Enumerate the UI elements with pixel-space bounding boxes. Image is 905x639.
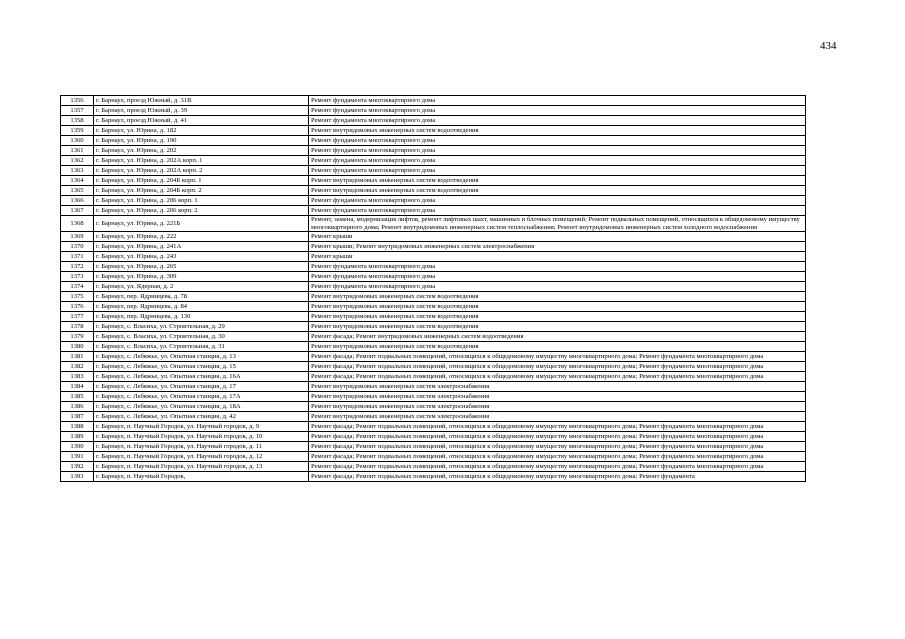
row-number: 1366 xyxy=(61,196,94,206)
table-row xyxy=(61,166,806,176)
row-address: г. Барнаул, ул. Юрина, д. 222 xyxy=(94,232,309,242)
row-number: 1387 xyxy=(61,412,94,422)
row-number: 1375 xyxy=(61,292,94,302)
row-work-type: Ремонт внутридомовых инженерных систем водоотведения xyxy=(309,186,806,196)
table-row xyxy=(61,462,806,472)
row-work-type: Ремонт крыши; Ремонт внутридомовых инженерных систем электроснабжения xyxy=(309,242,806,252)
row-work-type: Ремонт фасада; Ремонт подвальных помещений, относящихся к общедомовому имуществу многоквартирного дома; Ремонт фундамента многоквартирного дома xyxy=(309,442,806,452)
row-address: г. Барнаул, ул. Юрина, д. 206 корп. 2 xyxy=(94,206,309,216)
row-address: г. Барнаул, с. Лебяжье, ул. Опытная станция, д. 17 xyxy=(94,382,309,392)
row-work-type: Ремонт внутридомовых инженерных систем водоотведения xyxy=(309,312,806,322)
table-row xyxy=(61,262,806,272)
row-work-type: Ремонт фундамента многоквартирного дома xyxy=(309,146,806,156)
row-address: г. Барнаул, проезд Южный, д. 39 xyxy=(94,106,309,116)
row-number: 1386 xyxy=(61,402,94,412)
row-address: г. Барнаул, ул. Юрина, д. 202А корп. 1 xyxy=(94,156,309,166)
table-row xyxy=(61,272,806,282)
table-row xyxy=(61,176,806,186)
row-number: 1389 xyxy=(61,432,94,442)
row-number: 1391 xyxy=(61,452,94,462)
table-row xyxy=(61,382,806,392)
table-row xyxy=(61,136,806,146)
row-number: 1367 xyxy=(61,206,94,216)
row-address: г. Барнаул, пер. Ядринцева, д. 130 xyxy=(94,312,309,322)
table-row xyxy=(61,216,806,232)
row-work-type: Ремонт фундамента многоквартирного дома xyxy=(309,166,806,176)
row-work-type: Ремонт фундамента многоквартирного дома xyxy=(309,116,806,126)
page-number: 434 xyxy=(820,40,837,52)
row-address: г. Барнаул, ул. Юрина, д. 241А xyxy=(94,242,309,252)
row-address: г. Барнаул, п. Научный Городок, ул. Научный городок, д. 13 xyxy=(94,462,309,472)
row-address: г. Барнаул, ул. Юрина, д. 221Б xyxy=(94,216,309,232)
row-number: 1384 xyxy=(61,382,94,392)
row-work-type: Ремонт фасада; Ремонт подвальных помещений, относящихся к общедомовому имуществу многоквартирного дома; Ремонт фундамента многоквартирного дома xyxy=(309,432,806,442)
row-address: г. Барнаул, ул. Юрина, д. 206 корп. 1 xyxy=(94,196,309,206)
row-work-type: Ремонт фундамента многоквартирного дома xyxy=(309,106,806,116)
table-row xyxy=(61,472,806,482)
row-address: г. Барнаул, ул. Юрина, д. 182 xyxy=(94,126,309,136)
table-row xyxy=(61,96,806,106)
table-row xyxy=(61,342,806,352)
row-work-type: Ремонт фундамента многоквартирного дома xyxy=(309,272,806,282)
row-number: 1379 xyxy=(61,332,94,342)
row-address: г. Барнаул, п. Научный Городок, ул. Научный городок, д. 12 xyxy=(94,452,309,462)
row-number: 1381 xyxy=(61,352,94,362)
table-row xyxy=(61,242,806,252)
table-row xyxy=(61,146,806,156)
table-row xyxy=(61,106,806,116)
table-row xyxy=(61,302,806,312)
row-address: г. Барнаул, п. Научный Городок, ул. Научный городок, д. 9 xyxy=(94,422,309,432)
row-work-type: Ремонт внутридомовых инженерных систем электроснабжения xyxy=(309,412,806,422)
row-work-type: Ремонт внутридомовых инженерных систем водоотведения xyxy=(309,292,806,302)
row-work-type: Ремонт фундамента многоквартирного дома xyxy=(309,136,806,146)
table-row xyxy=(61,322,806,332)
table-row xyxy=(61,372,806,382)
row-address: г. Барнаул, с. Лебяжье, ул. Опытная станция, д. 13 xyxy=(94,352,309,362)
row-work-type: Ремонт внутридомовых инженерных систем электроснабжения xyxy=(309,392,806,402)
row-number: 1364 xyxy=(61,176,94,186)
table-row xyxy=(61,422,806,432)
row-number: 1388 xyxy=(61,422,94,432)
row-address: г. Барнаул, с. Лебяжье, ул. Опытная станция, д. 18А xyxy=(94,402,309,412)
row-address: г. Барнаул, п. Научный Городок, ул. Научный городок, д. 10 xyxy=(94,432,309,442)
row-work-type: Ремонт фасада; Ремонт подвальных помещений, относящихся к общедомовому имуществу многоквартирного дома; Ремонт фундамента xyxy=(309,472,806,482)
row-work-type: Ремонт внутридомовых инженерных систем водоотведения xyxy=(309,302,806,312)
row-number: 1383 xyxy=(61,372,94,382)
row-number: 1369 xyxy=(61,232,94,242)
row-number: 1365 xyxy=(61,186,94,196)
row-work-type: Ремонт фундамента многоквартирного дома xyxy=(309,196,806,206)
table-row xyxy=(61,292,806,302)
row-work-type: Ремонт фундамента многоквартирного дома xyxy=(309,262,806,272)
row-number: 1377 xyxy=(61,312,94,322)
row-number: 1393 xyxy=(61,472,94,482)
row-work-type: Ремонт фасада; Ремонт подвальных помещений, относящихся к общедомовому имуществу многоквартирного дома; Ремонт фундамента многоквартирного дома xyxy=(309,352,806,362)
table-row xyxy=(61,432,806,442)
row-number: 1390 xyxy=(61,442,94,452)
row-number: 1363 xyxy=(61,166,94,176)
row-work-type: Ремонт фундамента многоквартирного дома xyxy=(309,206,806,216)
row-work-type: Ремонт внутридомовых инженерных систем водоотведения xyxy=(309,126,806,136)
row-number: 1380 xyxy=(61,342,94,352)
row-number: 1373 xyxy=(61,272,94,282)
table-row xyxy=(61,196,806,206)
row-address: г. Барнаул, ул. Юрина, д. 202А корп. 2 xyxy=(94,166,309,176)
table-body xyxy=(61,96,806,482)
table-row xyxy=(61,402,806,412)
row-address: г. Барнаул, ул. Юрина, д. 243 xyxy=(94,252,309,262)
row-address: г. Барнаул, с. Лебяжье, ул. Опытная станция, д. 15 xyxy=(94,362,309,372)
table-row xyxy=(61,252,806,262)
row-address: г. Барнаул, ул. Юрина, д. 190 xyxy=(94,136,309,146)
table-row xyxy=(61,452,806,462)
row-number: 1357 xyxy=(61,106,94,116)
row-address: г. Барнаул, ул. Ядерная, д. 2 xyxy=(94,282,309,292)
row-work-type: Ремонт внутридомовых инженерных систем электроснабжения xyxy=(309,402,806,412)
row-work-type: Ремонт фундамента многоквартирного дома xyxy=(309,96,806,106)
row-work-type: Ремонт фундамента многоквартирного дома xyxy=(309,156,806,166)
row-address: г. Барнаул, с. Лебяжье, ул. Опытная станция, д. 17А xyxy=(94,392,309,402)
table-row xyxy=(61,206,806,216)
row-number: 1362 xyxy=(61,156,94,166)
row-work-type: Ремонт внутридомовых инженерных систем электроснабжения xyxy=(309,382,806,392)
table-row xyxy=(61,362,806,372)
repair-table xyxy=(60,95,806,482)
row-work-type: Ремонт крыши xyxy=(309,252,806,262)
row-address: г. Барнаул, с. Власиха, ул. Строительная, д. 29 xyxy=(94,322,309,332)
table-row xyxy=(61,312,806,322)
row-number: 1382 xyxy=(61,362,94,372)
row-number: 1385 xyxy=(61,392,94,402)
row-work-type: Ремонт фасада; Ремонт подвальных помещений, относящихся к общедомовому имуществу многоквартирного дома; Ремонт фундамента многоквартирного дома xyxy=(309,452,806,462)
row-number: 1356 xyxy=(61,96,94,106)
row-address: г. Барнаул, ул. Юрина, д. 204Б корп. 2 xyxy=(94,186,309,196)
row-address: г. Барнаул, пер. Ядринцева, д. 78 xyxy=(94,292,309,302)
table-row xyxy=(61,116,806,126)
row-number: 1372 xyxy=(61,262,94,272)
row-address: г. Барнаул, с. Власиха, ул. Строительная, д. 30 xyxy=(94,332,309,342)
row-address: г. Барнаул, ул. Юрина, д. 202 xyxy=(94,146,309,156)
row-work-type: Ремонт фасада; Ремонт подвальных помещений, относящихся к общедомовому имуществу многоквартирного дома; Ремонт фундамента многоквартирного дома xyxy=(309,372,806,382)
table-row xyxy=(61,412,806,422)
row-address: г. Барнаул, с. Власиха, ул. Строительная, д. 31 xyxy=(94,342,309,352)
row-address: г. Барнаул, с. Лебяжье, ул. Опытная станция, д. 16А xyxy=(94,372,309,382)
row-address: г. Барнаул, п. Научный Городок, xyxy=(94,472,309,482)
row-number: 1370 xyxy=(61,242,94,252)
row-work-type: Ремонт внутридомовых инженерных систем водоотведения xyxy=(309,342,806,352)
row-work-type: Ремонт фасада; Ремонт подвальных помещений, относящихся к общедомовому имуществу многоквартирного дома; Ремонт фундамента многоквартирного дома xyxy=(309,422,806,432)
row-work-type: Ремонт фасада; Ремонт подвальных помещений, относящихся к общедомовому имуществу многоквартирного дома; Ремонт фундамента многоквартирного дома xyxy=(309,462,806,472)
row-number: 1392 xyxy=(61,462,94,472)
row-number: 1360 xyxy=(61,136,94,146)
row-address: г. Барнаул, ул. Юрина, д. 204Б корп. 1 xyxy=(94,176,309,186)
row-work-type: Ремонт, замена, модернизация лифтов, ремонт лифтовых шахт, машинных и блочных помещений; Ремонт подвальных помещений, относящихся к общедомовому имуществу многоквартирного дома; Ремонт внутридомовых инженерных систем теплоснабжения; Ремонт внутридомовых инженерных систем холодного водоснабжения xyxy=(309,216,806,232)
table-row xyxy=(61,352,806,362)
row-work-type: Ремонт внутридомовых инженерных систем водоотведения xyxy=(309,176,806,186)
row-address: г. Барнаул, проезд Южный, д. 31В xyxy=(94,96,309,106)
row-number: 1361 xyxy=(61,146,94,156)
row-number: 1368 xyxy=(61,216,94,232)
table-row xyxy=(61,442,806,452)
table-row xyxy=(61,232,806,242)
row-address: г. Барнаул, п. Научный Городок, ул. Научный городок, д. 11 xyxy=(94,442,309,452)
table-row xyxy=(61,126,806,136)
table-row xyxy=(61,156,806,166)
row-address: г. Барнаул, проезд Южный, д. 41 xyxy=(94,116,309,126)
row-work-type: Ремонт фасада; Ремонт внутридомовых инженерных систем водоотведения xyxy=(309,332,806,342)
row-number: 1358 xyxy=(61,116,94,126)
table-row xyxy=(61,332,806,342)
row-work-type: Ремонт фундамента многоквартирного дома xyxy=(309,282,806,292)
row-number: 1376 xyxy=(61,302,94,312)
row-number: 1374 xyxy=(61,282,94,292)
row-number: 1371 xyxy=(61,252,94,262)
row-work-type: Ремонт внутридомовых инженерных систем водоотведения xyxy=(309,322,806,332)
table-row xyxy=(61,282,806,292)
row-number: 1359 xyxy=(61,126,94,136)
table-row xyxy=(61,186,806,196)
row-work-type: Ремонт фасада; Ремонт подвальных помещений, относящихся к общедомовому имуществу многоквартирного дома; Ремонт фундамента многоквартирного дома xyxy=(309,362,806,372)
table-row xyxy=(61,392,806,402)
row-number: 1378 xyxy=(61,322,94,332)
row-address: г. Барнаул, ул. Юрина, д. 265 xyxy=(94,262,309,272)
row-address: г. Барнаул, пер. Ядринцева, д. 84 xyxy=(94,302,309,312)
row-address: г. Барнаул, ул. Юрина, д. 309 xyxy=(94,272,309,282)
row-work-type: Ремонт крыши xyxy=(309,232,806,242)
row-address: г. Барнаул, с. Лебяжье, ул. Опытная станция, д. 42 xyxy=(94,412,309,422)
